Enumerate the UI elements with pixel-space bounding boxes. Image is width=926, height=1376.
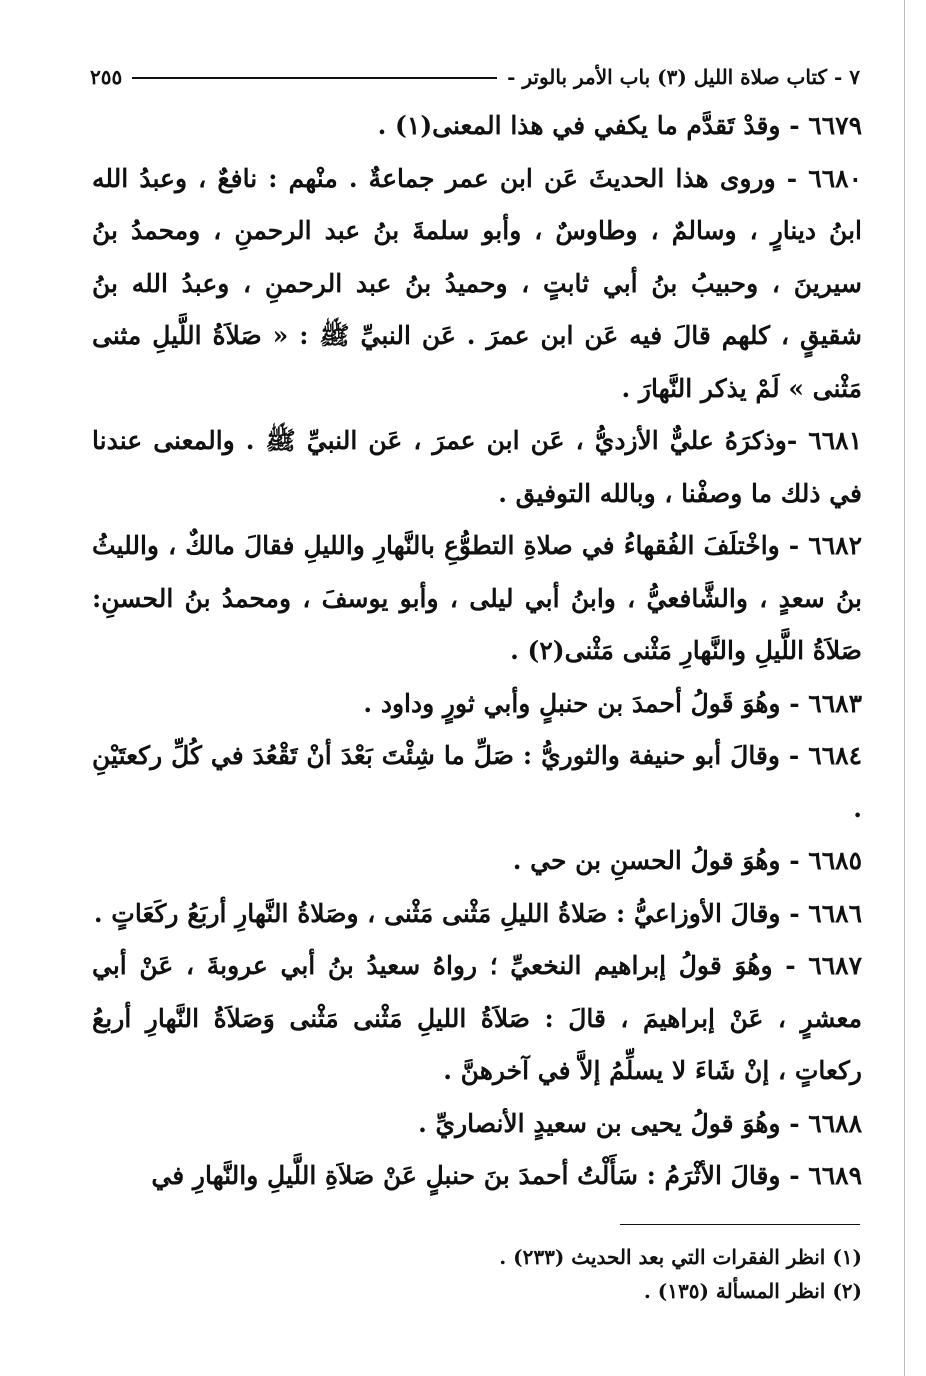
paragraph-6687: ٦٦٨٧ - وهُوَ قولُ إبراهيم النخعيِّ ؛ رواهُ سعيدُ بنُ أبي عروبةَ ، عَنْ أبي معشرٍ ، عَنْ إبراهيمَ ، قالَ : صَلاَةُ الليلِ مَثْنى مَثْنى وَصَلاَةُ النَّهارِ أربعُ ركعاتٍ ، إنْ شَاءَ لا يسلِّمُ إلاَّ في آخرهنَّ . [92, 951, 862, 1085]
footnote-1: (١) انظر الفقرات التي بعد الحديث (٢٣٣) . [499, 1245, 862, 1269]
footnote-2: (٢) انظر المسألة (١٣٥) . [643, 1279, 862, 1303]
paragraph-6688: ٦٦٨٨ - وهُوَ قولُ يحيى بن سعيدٍ الأنصاريِّ . [418, 1108, 862, 1138]
footnotes [92, 1240, 862, 1308]
header-rule [132, 77, 497, 79]
main-text [92, 100, 862, 1203]
paragraph-6684: ٦٦٨٤ - وقالَ أبو حنيفة والثوريُّ : صَلِّ ما شِئْتَ بَعْدَ أنْ تَقْعُدَ في كُلِّ ركعتَيْنِ . [92, 741, 862, 823]
paragraph-6689: ٦٦٨٩ - وقالَ الأثْرَمُ : سَأَلْتُ أحمدَ بنَ حنبلٍ عَنْ صَلاَةِ اللَّيلِ والنَّهارِ في [151, 1161, 862, 1190]
paragraph-6680: ٦٦٨٠ - وروى هذا الحديثَ عَن ابن عمر جماعةٌ . منْهم : نافعٌ ، وعبدُ الله ابنُ دينارٍ ، وسالمٌ ، وطاوسٌ ، وأبو سلمةَ بنُ عبد الرحمنِ ، ومحمدُ بنُ سيرينَ ، وحبيبُ بنُ أبي ثابتٍ ، وحميدُ بنُ عبد الرحمنِ ، وعبدُ الله بنُ شقيقٍ ، كلهم قالَ فيه عَن ابن عمرَ . عَن النبيِّ ﷺ : « صَلاَةُ اللَّيلِ مثنى مَثْنى » لَمْ يذكر النَّهارَ . [92, 163, 862, 403]
page-edge-line [904, 0, 905, 1376]
paragraph-6686: ٦٦٨٦ - وقالَ الأوزاعيُّ : صَلاةُ الليلِ مَثْنى مَثْنى ، وصَلاةُ النَّهارِ أربَعُ ركَعَاتٍ . [93, 898, 862, 928]
paragraph-6685: ٦٦٨٥ - وهُوَ قولُ الحسنِ بن حي . [512, 846, 862, 875]
running-header [90, 60, 860, 94]
footnote-separator [620, 1224, 860, 1225]
paragraph-6683: ٦٦٨٣ - وهُوَ قَولُ أحمدَ بن حنبلٍ وأبي ثورٍ وداود . [363, 688, 862, 718]
paragraph-6681: ٦٦٨١ -وذكرَهُ عليٌّ الأزديُّ ، عَن ابن عمرَ ، عَن النبيِّ ﷺ . والمعنى عندنا في ذلك ما وصفْنا ، وبالله التوفيق . [92, 426, 862, 508]
paragraph-6682: ٦٦٨٢ - واخْتلَفَ الفُقهاءُ في صلاةِ التطوُّعِ بالنَّهارِ والليلِ فقالَ مالكٌ ، والليثُ بنُ سعدٍ ، والشَّافعيُّ ، وابنُ أبي ليلى ، وأبو يوسفَ ، ومحمدُ بنُ الحسنِ: صَلاَةُ اللَّيلِ والنَّهارِ مَثْنى مَثْنى(٢) . [92, 531, 862, 665]
chapter-title: ٧ - كتاب صلاة الليل (٣) باب الأمر بالوتر - [507, 65, 860, 89]
paragraph-6679: ٦٦٧٩ - وقدْ تَقدَّم ما يكفي في هذا المعنى(١) . [377, 111, 862, 140]
page-number: ٢٥٥ [90, 65, 123, 89]
